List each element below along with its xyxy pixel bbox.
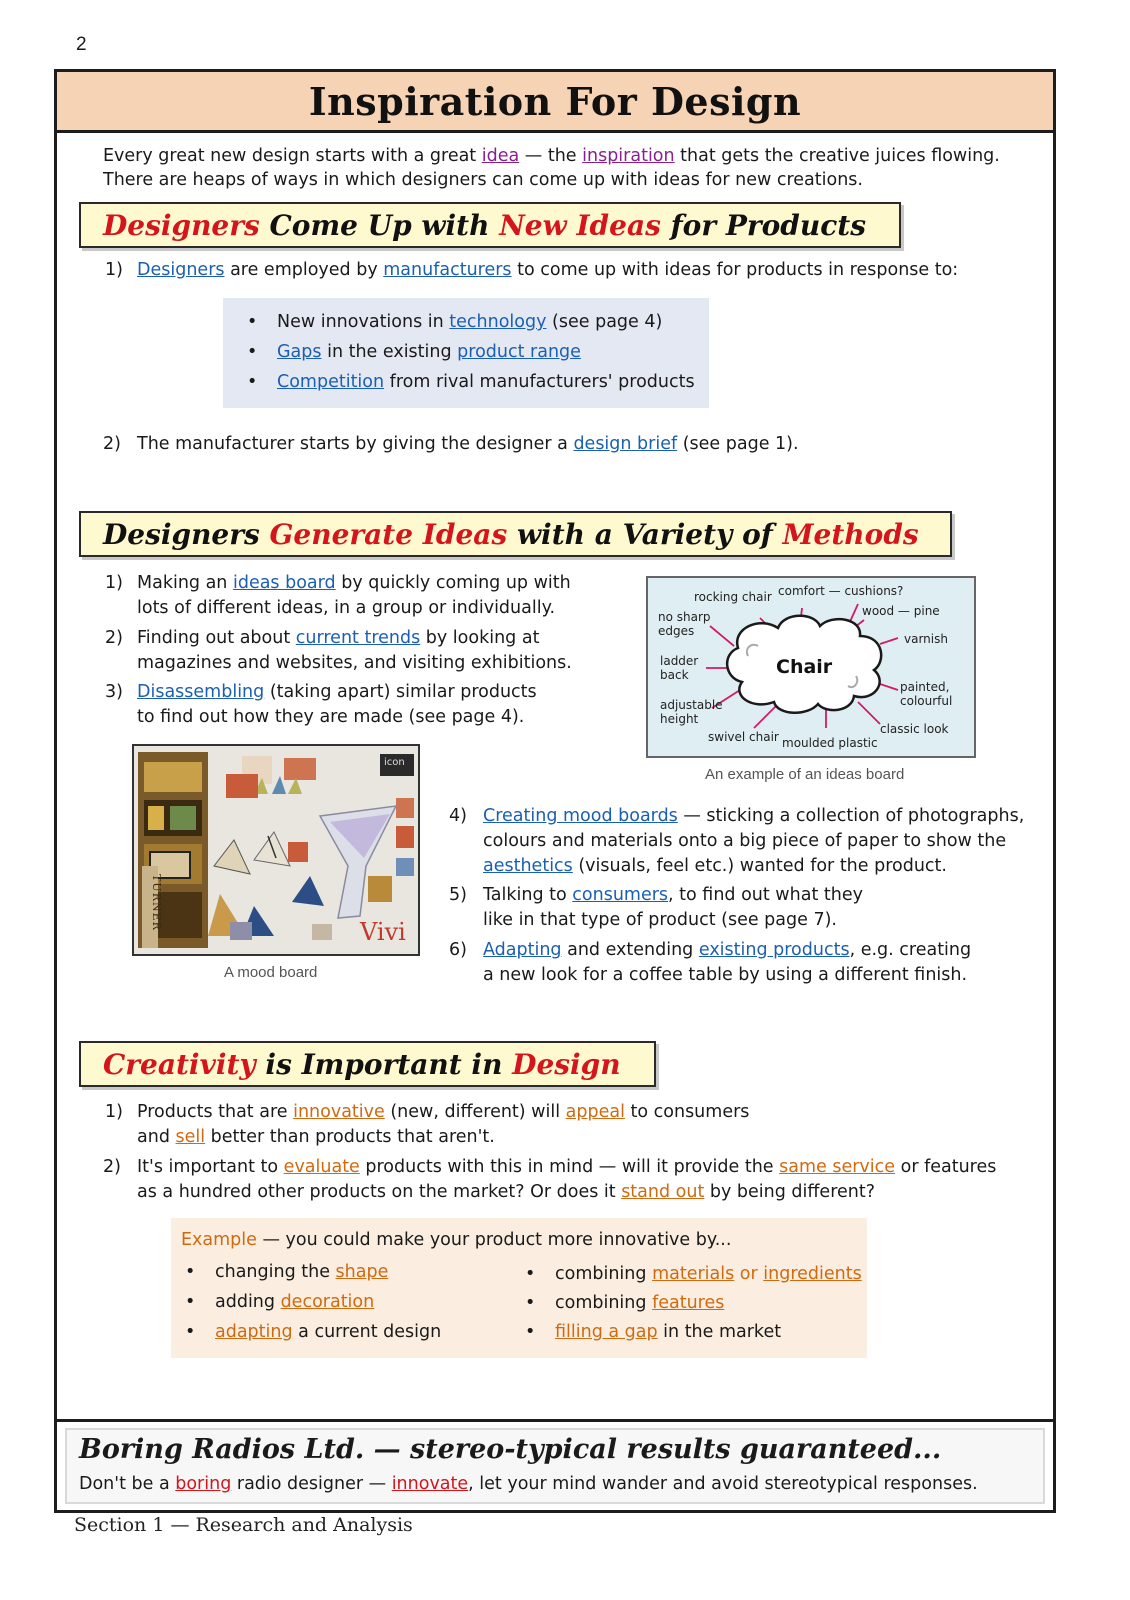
item-text: and	[137, 1127, 176, 1147]
creativity-item-2	[137, 1155, 996, 1205]
item-text: a current design	[292, 1322, 442, 1342]
item-text: (see page 4)	[546, 312, 663, 332]
item-text: to find out how they are made (see page 4).	[137, 707, 525, 727]
summary-box	[57, 1419, 1053, 1510]
heading-part: Methods	[782, 518, 919, 551]
example-bullet	[555, 1320, 781, 1345]
keyword-materials: materials	[652, 1264, 735, 1284]
bullet-item	[277, 340, 581, 365]
item-text: combining	[555, 1293, 653, 1313]
keyword-innovate: innovate	[391, 1474, 469, 1494]
item-text: The manufacturer starts by giving the designer a	[137, 434, 574, 454]
item-text: changing the	[215, 1262, 336, 1282]
list-number: 1)	[105, 1102, 123, 1122]
example-bullet	[555, 1291, 724, 1316]
item-text: , to find out what they	[668, 885, 863, 905]
keyword-gaps: Gaps	[277, 342, 322, 362]
heading-part: New Ideas	[499, 209, 661, 242]
bullet-item	[277, 310, 662, 335]
item-text: to consumers	[624, 1102, 750, 1122]
keyword-same-service: same service	[779, 1157, 896, 1177]
heading-part: with a Variety of	[507, 518, 783, 551]
item-text: to come up with ideas for products in response to:	[511, 260, 959, 280]
keyword-current-trends: current trends	[295, 628, 421, 648]
summary-inner	[65, 1428, 1045, 1504]
keyword-appeal: appeal	[565, 1102, 625, 1122]
method-item-1	[137, 571, 571, 621]
example-bullet	[215, 1320, 441, 1345]
item-text: Talking to	[483, 885, 573, 905]
method-item-3	[137, 680, 537, 730]
item-text: by looking at	[420, 628, 540, 648]
mood-board-vivi-text: Vivi	[360, 918, 406, 946]
ideas-label: adjustable height	[660, 698, 723, 726]
item-text: combining	[555, 1264, 653, 1284]
ideas-label: rocking chair	[694, 590, 772, 604]
intro-line-1	[103, 144, 1000, 169]
item-text: — sticking a collection of photographs,	[677, 806, 1025, 826]
page-number: 2	[76, 34, 87, 55]
method-item-6	[483, 938, 971, 988]
list-number: 5)	[449, 885, 467, 905]
heading-part: Come Up with	[259, 209, 500, 242]
item-text: by quickly coming up with	[335, 573, 571, 593]
heading-part: Designers	[103, 518, 270, 551]
example-text: — you could make your product more innovative by...	[256, 1230, 732, 1250]
keyword-adapting: Adapting	[483, 940, 562, 960]
keyword-shape: shape	[335, 1262, 389, 1282]
list-number: 2)	[105, 628, 123, 648]
item-text: Products that are	[137, 1102, 294, 1122]
item-text: adding	[215, 1292, 281, 1312]
summary-text	[79, 1474, 978, 1494]
item-text: as a hundred other products on the market? Or does it	[137, 1182, 622, 1202]
list-number: 1)	[105, 573, 123, 593]
keyword-inspiration: inspiration	[582, 146, 675, 166]
keyword-competition: Competition	[277, 372, 385, 392]
list-number: 3)	[105, 682, 123, 702]
example-bullet	[555, 1262, 862, 1287]
section1-item-1	[137, 258, 958, 283]
item-text: Finding out about	[137, 628, 296, 648]
example-intro	[181, 1228, 731, 1253]
list-number: 2)	[103, 1157, 121, 1177]
item-text: , e.g. creating	[849, 940, 972, 960]
keyword-adapting-design: adapting	[215, 1322, 293, 1342]
keyword-existing-products: existing products	[698, 940, 850, 960]
keyword-sell: sell	[175, 1127, 206, 1147]
heading-part: Creativity	[103, 1048, 256, 1081]
item-text: (see page 1).	[677, 434, 799, 454]
ideas-board-caption: An example of an ideas board	[705, 766, 905, 783]
keyword-product-range: product range	[457, 342, 581, 362]
keyword-disassembling: Disassembling	[137, 682, 265, 702]
item-text: and extending	[561, 940, 699, 960]
item-text: magazines and websites, and visiting exhibitions.	[137, 653, 572, 673]
ideas-board-center: Chair	[776, 656, 833, 678]
keyword-consumers: consumers	[572, 885, 669, 905]
keyword-evaluate: evaluate	[283, 1157, 360, 1177]
ideas-label: classic look	[880, 722, 949, 736]
item-text: , let your mind wander and avoid stereotypical responses.	[468, 1474, 978, 1494]
keyword-design-brief: design brief	[573, 434, 678, 454]
bullet-item	[277, 370, 695, 395]
keyword-creating-mood-boards: Creating mood boards	[483, 806, 678, 826]
section-heading-new-ideas	[79, 202, 901, 248]
heading-part: is Important in	[255, 1048, 513, 1081]
item-text: (visuals, feel etc.) wanted for the product.	[572, 856, 947, 876]
keyword-stand-out: stand out	[621, 1182, 705, 1202]
heading-part: Designers	[103, 209, 260, 242]
item-text: lots of different ideas, in a group or individually.	[137, 598, 556, 618]
mood-board-image	[132, 744, 420, 956]
creativity-item-1	[137, 1100, 749, 1150]
section-heading-creativity	[79, 1041, 656, 1087]
ideas-label: swivel chair	[708, 730, 779, 744]
keyword-innovative: innovative	[293, 1102, 385, 1122]
ideas-label: moulded plastic	[782, 736, 878, 750]
keyword-idea: idea	[481, 146, 520, 166]
item-text: are employed by	[224, 260, 384, 280]
ideas-label: ladder back	[660, 654, 699, 682]
ideas-label: varnish	[904, 632, 948, 646]
keyword-ingredients: ingredients	[763, 1264, 862, 1284]
section1-item-2	[137, 432, 799, 457]
item-text: Don't be a	[79, 1474, 176, 1494]
item-text: products with this in mind — will it provide the	[359, 1157, 780, 1177]
item-text: colours and materials onto a big piece of paper to show the	[483, 831, 1007, 851]
item-text: by being different?	[704, 1182, 876, 1202]
list-number: 4)	[449, 806, 467, 826]
keyword-decoration: decoration	[280, 1292, 375, 1312]
item-text: a new look for a coffee table by using a different finish.	[483, 965, 968, 985]
item-text: It's important to	[137, 1157, 284, 1177]
section-label: Section 1 — Research and Analysis	[74, 1514, 413, 1536]
title-bar	[57, 72, 1053, 133]
item-text: better than products that aren't.	[205, 1127, 495, 1147]
ideas-label: comfort — cushions?	[778, 584, 904, 598]
list-number: 2)	[103, 434, 121, 454]
method-item-4	[483, 804, 1024, 879]
example-bullet	[215, 1290, 374, 1315]
intro-line-2: There are heaps of ways in which designers can come up with ideas for new creations.	[103, 170, 863, 190]
keyword-boring: boring	[175, 1474, 232, 1494]
keyword-filling-a-gap: filling a gap	[555, 1322, 658, 1342]
heading-part: Generate Ideas	[269, 518, 508, 551]
item-text: in the existing	[321, 342, 458, 362]
item-text: Making an	[137, 573, 233, 593]
keyword-technology: technology	[449, 312, 547, 332]
intro-text: that gets the creative juices flowing.	[674, 146, 1000, 166]
ideas-label: no sharp edges	[658, 610, 711, 638]
method-item-5	[483, 883, 863, 933]
keyword-ideas-board: ideas board	[232, 573, 336, 593]
intro-text: Every great new design starts with a great	[103, 146, 482, 166]
item-text: (taking apart) similar products	[264, 682, 537, 702]
item-text: like in that type of product (see page 7).	[483, 910, 837, 930]
heading-part: Design	[512, 1048, 621, 1081]
ideas-board-diagram	[646, 576, 976, 758]
ideas-label: wood — pine	[862, 604, 940, 618]
item-text: in the market	[657, 1322, 782, 1342]
page-title: Inspiration For Design	[308, 79, 802, 124]
example-label: Example	[181, 1230, 257, 1250]
ideas-label: painted, colourful	[900, 680, 953, 708]
section-heading-methods	[79, 511, 952, 557]
item-text: radio designer —	[231, 1474, 392, 1494]
mood-board-turner-text: TURNER	[149, 874, 163, 931]
method-item-2	[137, 626, 572, 676]
item-text: or features	[895, 1157, 997, 1177]
keyword-features: features	[652, 1293, 725, 1313]
mood-board-icon-text: icon	[384, 757, 405, 768]
summary-title: Boring Radios Ltd. — stereo-typical results guaranteed...	[79, 1434, 942, 1465]
page-frame	[54, 69, 1056, 1513]
item-text: (new, different) will	[384, 1102, 566, 1122]
list-number: 6)	[449, 940, 467, 960]
keyword-designers: Designers	[137, 260, 225, 280]
example-bullet	[215, 1260, 388, 1285]
item-text: or	[734, 1264, 764, 1284]
keyword-aesthetics: aesthetics	[483, 856, 573, 876]
heading-part: for Products	[660, 209, 866, 242]
intro-text: — the	[519, 146, 583, 166]
item-text: New innovations in	[277, 312, 450, 332]
mood-board-caption: A mood board	[224, 964, 318, 981]
keyword-manufacturers: manufacturers	[383, 260, 512, 280]
list-number: 1)	[105, 260, 123, 280]
item-text: from rival manufacturers' products	[384, 372, 695, 392]
